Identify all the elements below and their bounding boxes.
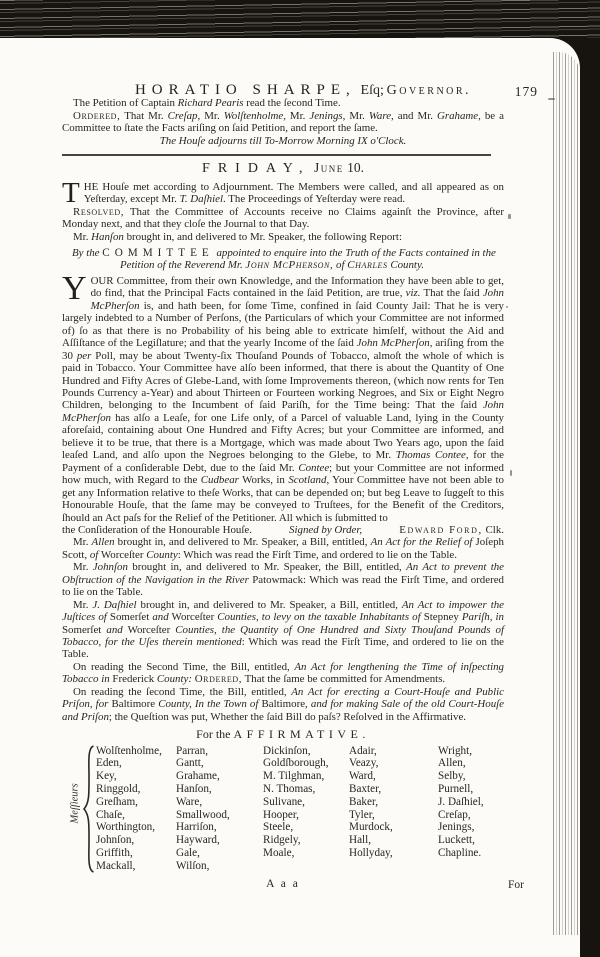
- allen-bill-paragraph: [62, 536, 504, 561]
- text-run: Joſeph Scott,: [62, 536, 504, 561]
- text-run: Baltimore: [108, 698, 159, 711]
- text-run: An Act for the Relief of: [370, 536, 473, 549]
- text-run: John McPherson,: [245, 259, 334, 272]
- signed-by-order: Signed by Order,: [289, 523, 363, 536]
- voter-name: Ringgold,: [96, 783, 141, 796]
- text-run: Scotland: [288, 474, 327, 487]
- text-run: T. Daſhiel: [179, 193, 223, 206]
- adjourn-line: [62, 135, 504, 147]
- text-run: , be a Committee to ſtate the Facts ariſing on ſaid Petition, and report the ſame.: [62, 109, 504, 135]
- text-run: Hanſon: [91, 230, 124, 243]
- text-run: On reading the Second Time, the Bill, entitled,: [73, 660, 295, 673]
- signature-mark: A a a: [266, 877, 300, 890]
- text-run: FRIDAY,: [202, 161, 311, 177]
- text-run: Ordered,: [73, 109, 121, 122]
- text-run: HE Houſe met according to Adjournment. The Members were called, and all appeared as on Yeſterday, except Mr.: [83, 180, 504, 206]
- text-run: and: [106, 623, 123, 636]
- voter-name: Worthington,: [96, 821, 156, 834]
- text-run: : Which was read the Firſt Time, and ordered to lie on the Table.: [177, 548, 457, 561]
- clerk-name-caps: Edward Ford,: [399, 523, 483, 536]
- voter-name: Baxter,: [349, 783, 382, 796]
- text-run: Creſap: [167, 109, 198, 122]
- voter-column-1: [96, 745, 176, 873]
- voter-name: Hooper,: [263, 808, 299, 821]
- text-run: Resolved,: [73, 205, 125, 218]
- ordered-paragraph: [62, 110, 504, 135]
- voter-name: Chaſe,: [96, 808, 125, 821]
- voter-column-2: [176, 745, 263, 873]
- page-foot: [62, 877, 524, 892]
- text-run: . The Proceedings of Yeſterday were read.: [222, 193, 406, 206]
- text-run: Johnſon: [92, 561, 128, 574]
- running-head: [62, 82, 538, 99]
- voter-name: Hayward,: [176, 834, 220, 847]
- page-number: 179: [514, 84, 538, 99]
- voter-name: Hanſon,: [176, 783, 212, 796]
- hanson-paragraph: [62, 231, 504, 243]
- voter-name: Purnell,: [438, 783, 474, 796]
- voter-name: Tyler,: [349, 808, 375, 821]
- text-run: 10.: [343, 160, 364, 176]
- text-run: Mr.: [73, 561, 93, 574]
- governor-name: HORATIO SHARPE,: [134, 82, 356, 98]
- text-run: John McPherſon: [62, 399, 504, 424]
- voter-name: Baker,: [349, 795, 379, 808]
- voter-name: Mackall,: [96, 859, 136, 872]
- voter-name: Gantt,: [176, 757, 204, 770]
- text-run: That the Committee of Accounts receive no Claims againſt the Province, after Monday next, and that they cloſe the Journal to that Day.: [62, 205, 504, 231]
- text-run: June: [313, 160, 344, 176]
- text-run: COMMITTEE: [102, 246, 214, 259]
- voter-name: Hollyday,: [349, 847, 393, 860]
- text-run: of: [333, 259, 348, 272]
- voter-name: Ridgely,: [263, 834, 301, 847]
- voter-name: Adair,: [349, 744, 377, 757]
- text-run: Mr.: [73, 598, 93, 611]
- text-run: That Mr.: [120, 109, 168, 122]
- house-met-paragraph: [62, 176, 504, 209]
- day-heading: [62, 162, 504, 175]
- text-run: That the ſaid: [420, 287, 483, 300]
- text-run: An Act to prevent the Obſtruction of the Navigation in the River: [62, 561, 505, 586]
- voter-name: Chapline.: [438, 847, 482, 860]
- text-run: Contee: [298, 461, 330, 474]
- voter-name: Key,: [96, 770, 117, 783]
- text-run: J. Daſhiel: [92, 598, 137, 611]
- text-run: Mr.: [73, 230, 92, 243]
- catchword: For: [508, 878, 524, 891]
- text-run: County:: [156, 673, 192, 686]
- voter-name: Wolſtenholme,: [96, 744, 162, 757]
- voter-name: Veazy,: [349, 757, 379, 770]
- text-run: Mr.: [73, 536, 92, 549]
- text-run: of: [89, 548, 99, 561]
- text-run: An Act for erecting a Court-Houſe and Public Priſon, for: [62, 685, 505, 711]
- text-run: Cudbear: [200, 474, 239, 487]
- brace-icon: [82, 745, 96, 873]
- text-run: ; the Queſtion was put, Whether the ſaid Bill do paſs? Reſolved in the Affirmative.: [108, 710, 467, 723]
- governor-title: Governor.: [386, 83, 472, 98]
- johnson-bill-paragraph: [62, 561, 504, 598]
- text-run: Baltimore,: [258, 698, 311, 711]
- text-run: Works, in: [238, 474, 289, 487]
- text-run: Stepney: [420, 611, 462, 624]
- text-run: has alſo a Leaſe, for one Life only, of a Parcel of valuable Land, lying in the County aforeſaid, containing about One Hundred and Fifty Acres; but your Committee are informed, and believe it to be true, that there is a Mortgage, which was made about Two Years ago, upon the ſaid leaſed Land, and alſo upon the Negroes belonging to the Glebe, to Mr.: [62, 411, 504, 462]
- text-run: Worceſter: [98, 548, 147, 561]
- house-met-text: [84, 181, 504, 205]
- text-run: Somerſet: [106, 611, 153, 624]
- text-run: , for the Payment of a conſiderable Debt, due to the ſaid Mr.: [62, 449, 504, 474]
- text-run: Grahame: [436, 109, 479, 122]
- text-run: For the: [196, 727, 234, 742]
- voter-name: Goldſborough,: [263, 757, 329, 770]
- text-run: Mr.: [227, 259, 246, 272]
- text-run: County.: [387, 259, 424, 272]
- voter-name: N. Thomas,: [263, 783, 316, 796]
- clerk-name: [399, 524, 504, 536]
- text-run: Pariſh, in: [461, 611, 504, 624]
- governor-esq: Eſq;: [360, 83, 384, 98]
- text-run: Worceſter: [168, 611, 218, 624]
- text-run: Wolſtenholme: [223, 109, 284, 122]
- scan-speck: [508, 214, 511, 219]
- text-run: The Houſe adjourns till To-Morrow Morning IX o'Clock.: [159, 134, 407, 147]
- dashiel-bill-paragraph: [62, 599, 504, 661]
- voter-column-5: [438, 745, 528, 873]
- text-run: , Mr.: [197, 109, 224, 122]
- text-run: brought in, and delivered to Mr. Speaker, the Bill, entitled,: [127, 561, 407, 574]
- voter-name: Moale,: [263, 847, 295, 860]
- voter-name: Selby,: [438, 770, 466, 783]
- affirmative-voters-table: [69, 744, 504, 873]
- text-run: Ware: [368, 109, 392, 122]
- text-run: The Petition of Captain: [73, 97, 178, 110]
- voter-name: Creſap,: [438, 808, 471, 821]
- text-run: , Your Committee have not been able to get any Information relative to theſe Works, that can be depended on; but beg Leave to ſuggeſt to this Honourable Houſe, that the ſame may be conveyed to Truſtees, for the Benefit of the Creditors, ſhould an Act paſs for the Relief of the Petitioner. All which is ſubmitted to: [62, 474, 504, 524]
- text-run: Worceſter: [122, 623, 176, 636]
- text-run: On reading the ſecond Time, the Bill, entitled,: [73, 685, 292, 698]
- signature-left: the Conſideration of the Honourable Houſe.: [62, 523, 252, 536]
- committee-report-body: [62, 269, 504, 524]
- text-run: Somerſet: [62, 623, 107, 636]
- affirmative-heading: [62, 728, 504, 740]
- text-run: appointed to enquire into the Truth of the Facts contained in the Petition of the Reverend: [120, 246, 496, 272]
- drop-cap: Y: [62, 269, 87, 307]
- text-run: Ordered,: [194, 673, 243, 686]
- text-run: , and Mr.: [391, 109, 437, 122]
- messieurs-label: Meſſieurs: [69, 782, 81, 824]
- text-run: read the ſecond Time.: [243, 97, 341, 110]
- text-run: County: [146, 548, 178, 561]
- baltimore-reading-paragraph: [62, 686, 504, 723]
- voter-name: Gale,: [176, 847, 200, 860]
- text-run: Jenings: [309, 109, 343, 122]
- report-signature-line: [62, 524, 504, 536]
- voter-name: Jenings,: [438, 821, 475, 834]
- text-run: County, In the Town of: [158, 698, 259, 711]
- text-run: viz.: [405, 287, 421, 300]
- voter-name: Griffith,: [96, 847, 133, 860]
- voter-name: Grahame,: [176, 770, 220, 783]
- voter-name: Johnſon,: [96, 834, 135, 847]
- petition-paragraph: [62, 97, 504, 109]
- text-run: is, and hath been, for ſome Time, confined in ſaid County Jail: That he is very largely indebted to a Number of Perſons, (the Particulars of which your Committee are not informed of) ſo as that there is no Probability of his being able to extricate himſelf, without the Aid and Aſſiſtance of the Legiſlature; and that the yearly Income of the ſaid: [62, 299, 504, 350]
- resolved-paragraph: [62, 206, 504, 231]
- text-run: ; but your Committee are not informed how much, with Regard to the: [62, 461, 504, 487]
- clerk-title: Clk.: [482, 523, 504, 536]
- text-run: Allen: [91, 536, 115, 549]
- text-run: John McPherſon: [356, 337, 430, 350]
- voter-name: Allen,: [438, 757, 466, 770]
- text-run: An Act for lengthening the Time of inſpecting Tobacco in: [62, 660, 504, 686]
- voter-name: Steele,: [263, 821, 294, 834]
- voter-name: Parran,: [176, 744, 208, 757]
- text-run: Charles: [347, 259, 388, 272]
- frederick-reading-paragraph: [62, 661, 504, 686]
- text-run: Thomas Contee: [395, 449, 466, 462]
- text-run: Frederick: [109, 673, 157, 686]
- voter-column-4: [349, 745, 438, 873]
- text-run: AFFIRMATIVE.: [233, 727, 370, 742]
- text-run: , Mr.: [283, 109, 310, 122]
- voter-name: J. Daſhiel,: [438, 795, 484, 808]
- section-divider: [62, 154, 491, 156]
- voter-name: Wright,: [438, 744, 473, 757]
- voter-name: Ware,: [176, 795, 203, 808]
- voter-name: M. Tilghman,: [263, 770, 325, 783]
- text-run: John McPherſon: [90, 287, 504, 312]
- text-run: An Act to impower the Juſtices of: [62, 598, 505, 624]
- voter-name: Murdock,: [349, 821, 393, 834]
- text-run: Counties, the Quantity of One Hundred and Sixty Thouſand Pounds of Tobacco, for the Uſes therein mentioned: [62, 623, 505, 649]
- text-run: Counties, to levy on the taxable Inhabitants of: [217, 611, 421, 624]
- voter-name: Hall,: [349, 834, 372, 847]
- text-run: , ariſing from the 30: [62, 337, 504, 362]
- voter-name: Dickinſon,: [263, 744, 311, 757]
- voter-name: Eden,: [96, 757, 122, 770]
- text-column: [62, 0, 538, 892]
- scan-right-edge: [553, 52, 580, 935]
- voter-name: Smallwood,: [176, 808, 230, 821]
- text-run: brought in, and delivered to Mr. Speaker, a Bill, entitled,: [114, 536, 371, 549]
- text-run: : Which was read the Firſt Time, and ordered to lie on the Table.: [62, 636, 504, 661]
- text-run: brought in, and delivered to Mr. Speaker, the following Report:: [123, 230, 402, 243]
- voter-column-3: [263, 745, 349, 873]
- voter-name: Wilſon,: [176, 859, 210, 872]
- text-run: Richard Pearis: [177, 97, 244, 110]
- text-run: Poll, may be about Twenty-ſix Thouſand Pounds of Tobacco, almoſt the whole of which is paid in Tobacco. Your Committee have alſo been informed, that there is about the Quantity of One Hundred and Fifty Acres of Glebe-Land, with ſome Improvements thereon, (which now rents for Ten Pounds Currency a-Year) and about Thirteen or Fourteen working Negroes, and Six or Eight Negro Children, belonging to the Incumbent of ſaid Pariſh, for the Time being: That the ſaid: [62, 349, 504, 412]
- text-run: brought in, and delivered to Mr. Speaker, a Bill, entitled,: [136, 598, 402, 611]
- voter-name: Luckett,: [438, 834, 475, 847]
- text-run: That the ſame be committed for Amendments.: [242, 673, 446, 686]
- voter-name: Sulivane,: [263, 795, 305, 808]
- voter-name: Ward,: [349, 770, 376, 783]
- text-run: per: [76, 349, 92, 362]
- text-run: , Mr.: [342, 109, 369, 122]
- text-run: and: [152, 611, 169, 624]
- text-run: OUR Committee, from their own Knowledge, and the Information they have been able to get, do find, that the Principal Facts contained in the ſaid Petition, are true,: [90, 274, 504, 300]
- voter-name: Harriſon,: [176, 821, 217, 834]
- scan-speck: [510, 470, 512, 476]
- text-run: Patowmack: Which was read the Firſt Time, and ordered to lie on the Table.: [62, 573, 504, 599]
- voter-name: Greſham,: [96, 795, 138, 808]
- drop-cap: T: [62, 176, 80, 209]
- report-text: [62, 269, 504, 524]
- committee-report-heading: [62, 247, 504, 272]
- scan-speck: [548, 98, 555, 100]
- text-run: By the: [72, 246, 103, 259]
- scan-speck: [506, 306, 508, 308]
- text-run: and for making Sale of the old Court-Houſe and Priſon: [62, 698, 504, 723]
